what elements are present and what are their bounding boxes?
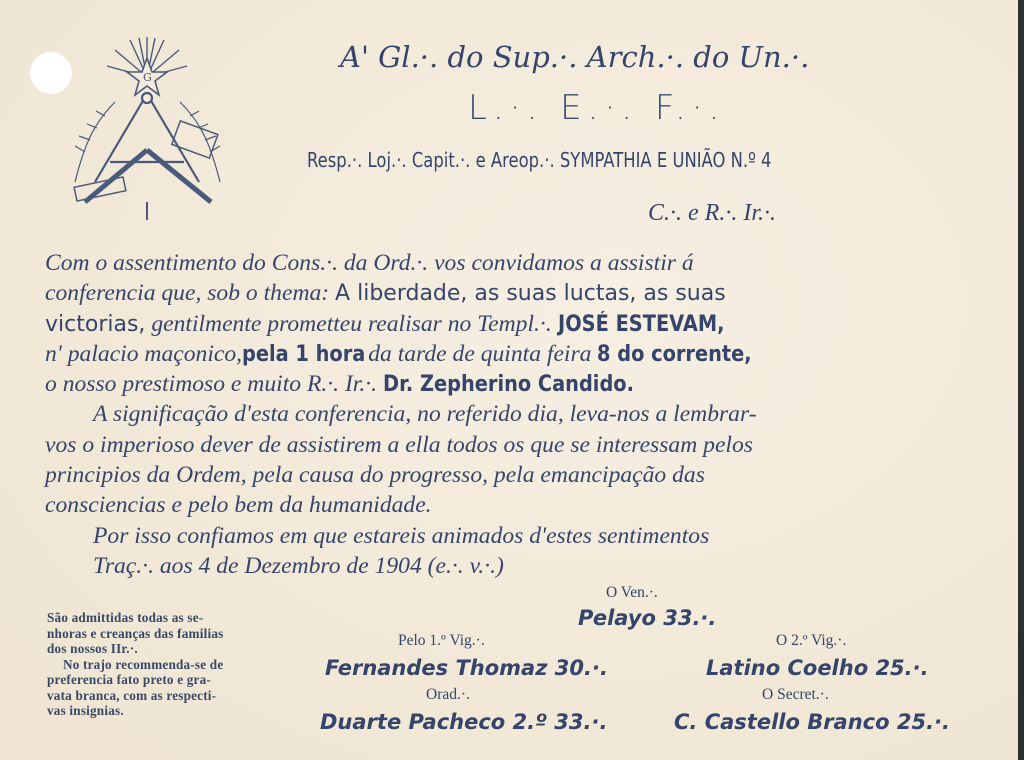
masonic-emblem-icon [55, 32, 240, 222]
body-line: principios da Ordem, pela causa do progresso, pela emancipação das [45, 462, 705, 489]
event-time: pela 1 hora [242, 341, 366, 367]
secretary-label: O Secret.·. [762, 686, 829, 703]
body-text: palacio maçonico, [67, 340, 243, 367]
orator-signature: Duarte Pacheco 2.º 33.·. [320, 710, 608, 734]
body-text: gentilmente prometteu realisar no Templ.·. [145, 310, 558, 337]
svg-text:G: G [143, 71, 152, 84]
footnote-line: dos nossos IIr.·. [47, 641, 138, 656]
footnote-line: vas insignias. [47, 703, 124, 718]
footnote-line: nhoras e creanças das familias [47, 625, 224, 641]
square-icon [85, 150, 211, 202]
date-line: Traç.·. aos 4 de Dezembro de 1904 (e.·. v.·.) [93, 552, 504, 579]
body-line: vos o imperioso dever de assistirem a ella todos os que se interessam pelos [45, 431, 753, 458]
venerable-label: O Ven.·. [606, 584, 658, 601]
body-text: n' [45, 340, 68, 367]
second-warden-signature: Latino Coelho 25.·. [706, 656, 929, 680]
body-text: da tarde de quinta feira [368, 340, 598, 367]
body-line: A significação d'esta conferencia, no referido dia, leva-nos a lembrar- [93, 401, 757, 428]
body-text: conferencia que, sob o thema: [45, 280, 336, 307]
event-date: 8 do corrente, [597, 341, 752, 367]
secretary-signature: C. Castello Branco 25.·. [674, 710, 951, 734]
footnote-line: preferencia fato preto e gra- [47, 672, 211, 687]
orator-label: Orad.·. [426, 686, 470, 703]
first-warden-signature: Fernandes Thomaz 30.·. [325, 656, 608, 680]
footnote [47, 610, 309, 719]
page-edge [1018, 0, 1024, 760]
second-warden-label: O 2.º Vig.·. [776, 632, 847, 649]
header-lodge-name: Resp.·. Loj.·. Capit.·. e Areop.·. SYMPATHIA E UNIÃO N.º 4 [307, 148, 772, 172]
body-line: Por isso confiamos em que estareis animados d'estes sentimentos [93, 522, 710, 549]
footnote-line: No trajo recommenda-se de [63, 656, 224, 672]
body-line: Com o assentimento do Cons.·. da Ord.·. vos convidamos a assistir á [45, 250, 694, 276]
body-line: consciencias e pelo bem da humanidade. [45, 492, 432, 519]
footnote-line: São admittidas todas as se- [47, 610, 204, 625]
temple-name: JOSÉ ESTEVAM, [557, 311, 725, 337]
header-grand-architect: A' Gl.·. do Sup.·. Arch.·. do Un.·. [340, 40, 810, 74]
invitation-body [45, 248, 980, 581]
venerable-signature: Pelayo 33.·. [578, 606, 717, 630]
header-motto: L.·. E.·. F.·. [468, 88, 726, 128]
first-warden-label: Pelo 1.º Vig.·. [398, 632, 485, 649]
body-text: o nosso prestimoso e muito R.·. Ir.·. [45, 371, 383, 398]
header-salutation: C.·. e R.·. Ir.·. [648, 200, 776, 226]
acacia-branch-icon [75, 102, 220, 182]
speaker-name: Dr. Zepherino Candido. [382, 372, 634, 398]
footnote-line: vata branca, com as respecti- [47, 687, 217, 703]
conference-theme-end: victorias, [45, 311, 146, 337]
conference-theme: A liberdade, as suas luctas, as suas [335, 281, 726, 307]
